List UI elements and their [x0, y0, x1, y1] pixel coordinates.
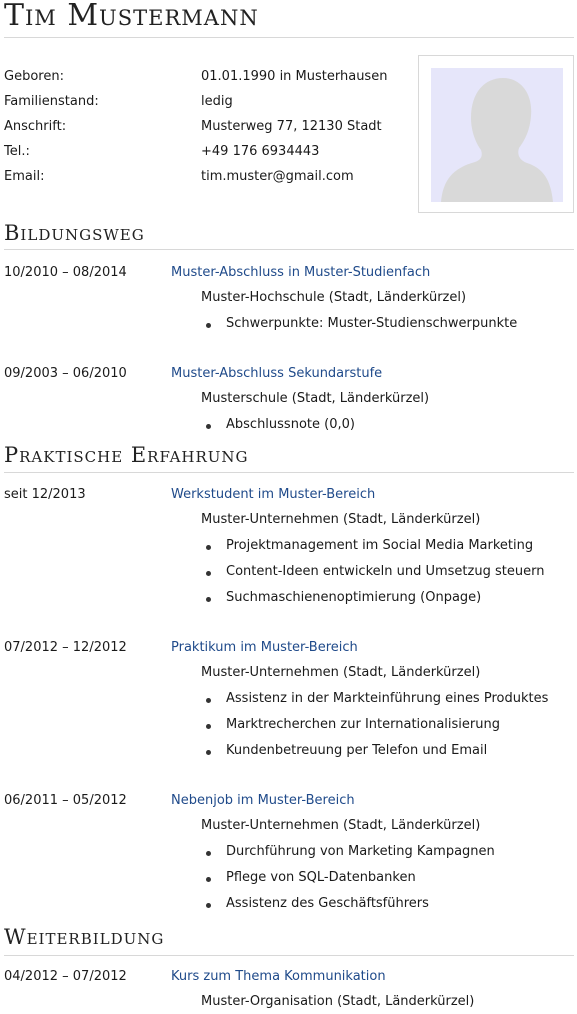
section-title-training: Weiterbildung	[4, 925, 165, 949]
entry-role: Nebenjob im Muster-Bereich	[171, 793, 355, 808]
entry-date: 04/2012 – 07/2012	[4, 969, 127, 984]
profile-photo	[431, 68, 563, 202]
entry-bullet: Projektmanagement im Social Media Marketing	[226, 538, 534, 553]
value-address: Musterweg 77, 12130 Stadt	[201, 119, 382, 134]
entry-org: Musterschule (Stadt, Länderkürzel)	[201, 391, 430, 406]
entry-org: Muster-Unternehmen (Stadt, Länderkürzel)	[201, 512, 481, 527]
entry-bullet: Kundenbetreuung per Telefon und Email	[226, 743, 488, 758]
entry-bullet: Assistenz des Geschäftsführers	[226, 896, 429, 911]
entry-bullet: Schwerpunkte: Muster-Studienschwerpunkte	[226, 316, 518, 331]
entry-bullet: Marktrecherchen zur Internationalisierung	[226, 717, 500, 732]
person-silhouette-icon	[431, 68, 563, 202]
entry-org: Muster-Unternehmen (Stadt, Länderkürzel)	[201, 665, 481, 680]
entry-bullet: Content-Ideen entwickeln und Umsetzug steuern	[226, 564, 545, 579]
entry-bullet: Assistenz in der Markteinführung eines Produktes	[226, 691, 549, 706]
entry-role: Praktikum im Muster-Bereich	[171, 640, 358, 655]
entry-org: Muster-Hochschule (Stadt, Länderkürzel)	[201, 290, 467, 305]
entry-date: 07/2012 – 12/2012	[4, 640, 127, 655]
entry-bullet: Suchmaschienenoptimierung (Onpage)	[226, 590, 482, 605]
entry-date: 09/2003 – 06/2010	[4, 366, 127, 381]
section-divider-education	[4, 249, 574, 250]
profile-photo-frame	[418, 55, 574, 213]
value-phone: +49 176 6934443	[201, 144, 320, 159]
cv-name-title: Tim Mustermann	[4, 0, 259, 33]
entry-date: 06/2011 – 05/2012	[4, 793, 127, 808]
entry-date: seit 12/2013	[4, 487, 86, 502]
value-birth: 01.01.1990 in Musterhausen	[201, 69, 388, 84]
section-divider-training	[4, 955, 574, 956]
entry-bullet: Pflege von SQL-Datenbanken	[226, 870, 416, 885]
section-title-experience: Praktische Erfahrung	[4, 443, 249, 467]
entry-role: Muster-Abschluss Sekundarstufe	[171, 366, 383, 381]
entry-bullet: Durchführung von Marketing Kampagnen	[226, 844, 495, 859]
value-email: tim.muster@gmail.com	[201, 169, 354, 184]
entry-role: Kurs zum Thema Kommunikation	[171, 969, 386, 984]
label-address: Anschrift:	[4, 119, 67, 134]
entry-role: Werkstudent im Muster-Bereich	[171, 487, 376, 502]
section-title-education: Bildungsweg	[4, 221, 145, 245]
value-marital-status: ledig	[201, 94, 233, 109]
label-email: Email:	[4, 169, 45, 184]
entry-role: Muster-Abschluss in Muster-Studienfach	[171, 265, 431, 280]
label-marital-status: Familienstand:	[4, 94, 99, 109]
entry-date: 10/2010 – 08/2014	[4, 265, 127, 280]
label-phone: Tel.:	[4, 144, 30, 159]
entry-bullet: Abschlussnote (0,0)	[226, 417, 355, 432]
label-birth: Geboren:	[4, 69, 64, 84]
entry-org: Muster-Organisation (Stadt, Länderkürzel)	[201, 994, 475, 1009]
entry-org: Muster-Unternehmen (Stadt, Länderkürzel)	[201, 818, 481, 833]
section-divider-experience	[4, 472, 574, 473]
title-divider	[4, 37, 574, 38]
